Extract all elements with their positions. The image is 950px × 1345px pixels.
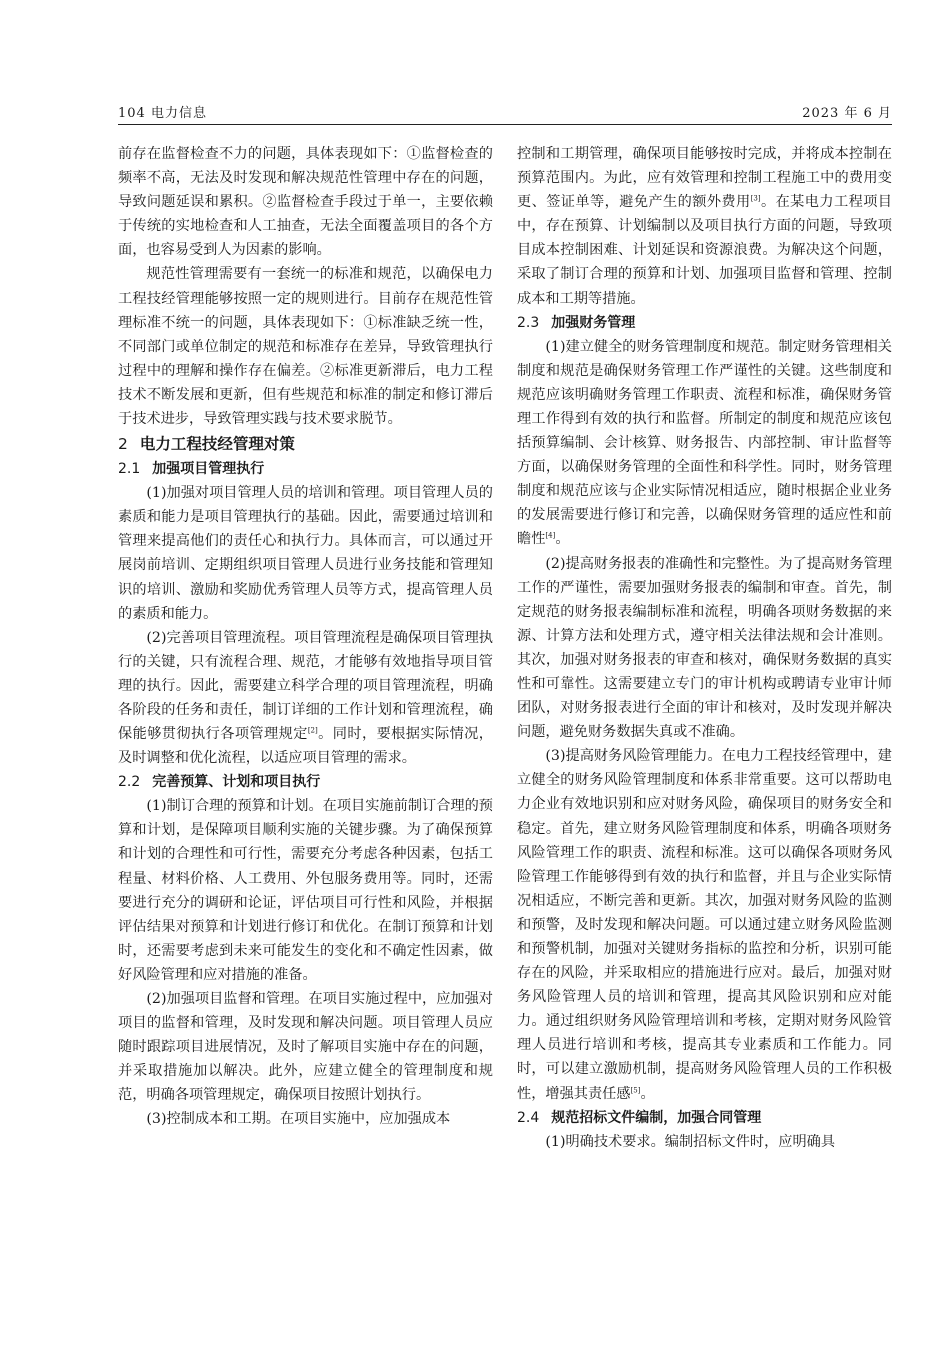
paragraph-text: 控制和工期管理，确保项目能够按时完成，并将成本控制在预算范围内。为此，应有效管理和控制工程施工中的费用变更、签证单等，避免产生的额外费用 [517,146,892,211]
paragraph: (3)控制成本和工期。在项目实施中，应加强成本 [146,1111,451,1128]
paragraph: 规范性管理需要有一套统一的标准和规范，以确保电力工程技经管理能够按照一定的规则进行。目前存在规范性管理标准不统一的问题，具体表现如下：①标准缺乏统一性，不同部门或单位制定的规范和标准存在差异，导致管理执行过程中的理解和操作存在偏差。②标准更新滞后，电力工程技术不断发展和更新，但有些规范和标准的制定和修订滞后于技术进步，导致管理实践与技术要求脱节。 [118,266,493,428]
subsection-heading [118,457,493,481]
paragraph-text: (1)建立健全的财务管理制度和规范。制定财务管理相关制度和规范是确保财务管理工作严谨性的关键。这些制度和规范应该明确财务管理工作职责、流程和标准，确保财务管理工作得到有效的执行和监督。所制定的制度和规范应该包括预算编制、会计核算、财务报告、内部控制、审计监督等方面，以确保财务管理的全面性和科学性。同时，财务管理制度和规范应该与企业实际情况相适应，随时根据企业业务的发展需要进行修订和完善，以确保财务管理的适应性和前瞻性 [517,338,892,548]
paragraph [517,335,892,552]
header-rule [118,124,892,125]
subsection-number: 2.2 [118,774,141,791]
citation: [3] [750,194,761,203]
section-heading [118,431,493,457]
header-page-journal: 104 电力信息 [118,106,207,121]
paragraph-text: 。同时，要根据实际情况，及时调整和优化流程，以适应项目管理的需求。 [118,726,493,767]
subsection-number: 2.1 [118,461,141,478]
paragraph-text: 。 [555,531,570,548]
subsection-title: 完善预算、计划和项目执行 [152,774,321,791]
citation: [5] [630,1085,641,1094]
paragraph [517,744,892,1105]
paragraph [118,626,493,771]
paragraph: (2)加强项目监督和管理。在项目实施过程中，应加强对项目的监督和管理，及时发现和解决问题。项目管理人员应随时跟踪项目进展情况，及时了解项目实施中存在的问题，并采取措施加以解决。此外，应建立健全的管理制度和规范，明确各项管理规定，确保项目按照计划执行。 [118,991,493,1104]
paragraph: (1)明确技术要求。编制招标文件时，应明确具 [545,1133,836,1150]
paragraph: (2)提高财务报表的准确性和完整性。为了提高财务管理工作的严谨性，需要加强财务报表的编制和审查。首先，制定规范的财务报表编制标准和流程，明确各项财务数据的来源、计算方法和处理方式，遵守相关法律法规和会计准则。其次，加强对财务报表的审查和核对，确保财务数据的真实性和可靠性。这需要建立专门的审计机构或聘请专业审计师团队，对财务报表进行全面的审计和核对，及时发现并解决问题，避免财务数据失真或不准确。 [517,555,892,741]
paragraph-text: (3)提高财务风险管理能力。在电力工程技经管理中，建立健全的财务风险管理制度和体系非常重要。这可以帮助电力企业有效地识别和应对财务风险，确保项目的财务安全和稳定。首先，建立财务风险管理制度和体系，明确各项财务风险管理工作的职责、流程和标准。这可以确保各项财务风险管理工作能够得到有效的执行和监督，并且与企业实际情况相适应，不断完善和更新。其次，加强对财务风险的监测和预警，及时发现和解决问题。可以通过建立财务风险监测和预警机制，加强对关键财务指标的监控和分析，识别可能存在的风险，并采取相应的措施进行应对。最后，加强对财务风险管理人员的培训和管理，提高其风险识别和应对能力。通过组织财务风险管理培训和考核，定期对财务风险管理人员进行培训和考核，提高其专业素质和工作能力。同时，可以建立激励机制，提高财务风险管理人员的工作积极性，增强其责任感 [517,748,892,1102]
paragraph: (1)制订合理的预算和计划。在项目实施前制订合理的预算和计划，是保障项目顺利实施的关键步骤。为了确保预算和计划的合理性和可行性，需要充分考虑各种因素，包括工程量、材料价格、人工费用、外包服务费用等。同时，还需要进行充分的调研和论证，评估项目可行性和风险，并根据评估结果对预算和计划进行修订和优化。在制订预算和计划时，还需要考虑到未来可能发生的变化和不确定性因素，做好风险管理和应对措施的准备。 [118,798,493,983]
citation: [2] [307,726,318,735]
paragraph: (1)加强对项目管理人员的培训和管理。项目管理人员的素质和能力是项目管理执行的基础。因此，需要通过培训和管理来提高他们的责任心和执行力。具体而言，可以通过开展岗前培训、定期组织项目管理人员进行业务技能和管理知识的培训、激励和奖励优秀管理人员等方式，提高管理人员的素质和能力。 [118,485,493,622]
subsection-title: 加强财务管理 [551,314,636,331]
paragraph [517,142,892,311]
paragraph-text: 。 [640,1085,655,1102]
subsection-title: 规范招标文件编制，加强合同管理 [551,1109,762,1126]
subsection-number: 2.3 [517,314,540,331]
paragraph: 前存在监督检查不力的问题，具体表现如下：①监督检查的频率不高，无法及时发现和解决规范性管理中存在的问题，导致问题延误和累积。②监督检查手段过于单一，主要依赖于传统的实地检查和人工抽查，无法全面覆盖项目的各个方面，也容易受到人为因素的影响。 [118,146,493,259]
subsection-heading [118,770,493,794]
section-number: 2 [118,435,128,454]
citation: [4] [545,531,556,540]
header-date: 2023 年 6 月 [802,106,892,121]
subsection-title: 加强项目管理执行 [152,461,265,478]
left-column [118,142,493,1132]
subsection-heading [517,311,892,335]
paragraph-text: (2)完善项目管理流程。项目管理流程是确保项目管理执行的关键，只有流程合理、规范，才能够有效地指导项目管理的执行。因此，需要建立科学合理的项目管理流程，明确各阶段的任务和责任，制订详细的工作计划和管理流程，确保能够贯彻执行各项管理规定 [118,629,493,743]
subsection-heading [517,1106,892,1130]
section-title: 电力工程技经管理对策 [139,435,295,454]
paragraph-text: 。在某电力工程项目中，存在预算、计划编制以及项目执行方面的问题，导致项目成本控制困难、计划延误和资源浪费。为解决这个问题，采取了制订合理的预算和计划、加强项目监督和管理、控制成本和工期等措施。 [517,194,892,307]
page-header [118,102,892,124]
right-column [517,142,892,1154]
subsection-number: 2.4 [517,1109,540,1126]
